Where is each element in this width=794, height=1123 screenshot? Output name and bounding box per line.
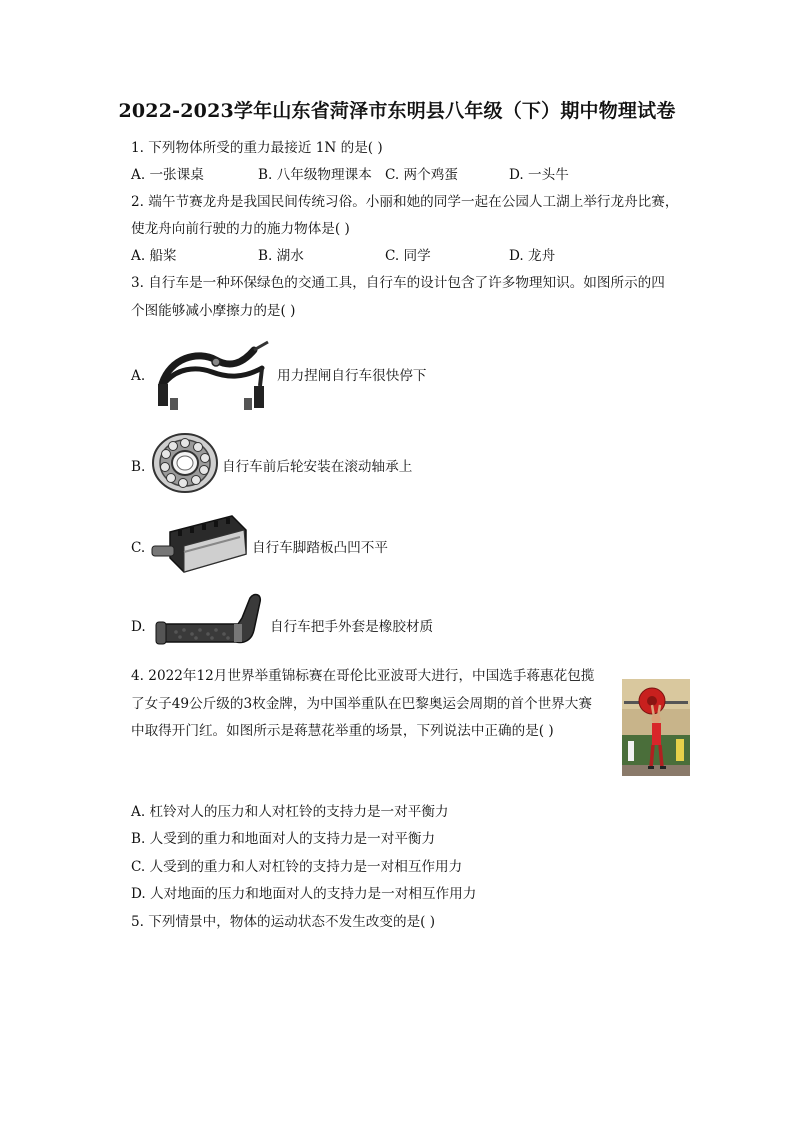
question-1-option-a: A. 一张课桌	[131, 167, 204, 183]
question-2-option-d: D. 龙舟	[509, 248, 556, 264]
question-5-stem: 5. 下列情景中，物体的运动状态不发生改变的是( )	[131, 914, 436, 930]
question-2-option-b: B. 湖水	[258, 248, 304, 264]
ball-bearing-image	[150, 432, 220, 494]
question-3-option-a-caption: 用力捏闸自行车很快停下	[277, 368, 427, 384]
question-1-option-b: B. 八年级物理课本	[258, 167, 372, 183]
question-3-option-d-letter: D.	[131, 619, 146, 635]
question-1-option-d: D. 一头牛	[509, 167, 569, 183]
bike-brake-image	[150, 338, 276, 418]
question-4-stem-line-3: 中取得开门红。如图所示是蒋慧花举重的场景，下列说法中正确的是( )	[131, 723, 554, 739]
question-2-stem-line-2: 使龙舟向前行驶的力的施力物体是( )	[131, 221, 350, 237]
handlebar-grip-image	[150, 590, 270, 650]
question-1-stem: 1. 下列物体所受的重力最接近 1N 的是( )	[131, 140, 383, 156]
question-3-stem-line-1: 3. 自行车是一种环保绿色的交通工具，自行车的设计包含了许多物理知识。如图所示的四	[131, 275, 665, 291]
question-2-option-c: C. 同学	[385, 248, 431, 264]
question-2-option-a: A. 船桨	[131, 248, 177, 264]
question-4-option-d: D. 人对地面的压力和地面对人的支持力是一对相互作用力	[131, 886, 477, 902]
weightlifting-photo	[622, 679, 690, 776]
question-2-stem-line-1: 2. 端午节赛龙舟是我国民间传统习俗。小丽和她的同学一起在公园人工湖上举行龙舟比赛，	[131, 194, 679, 210]
question-4-stem-line-2: 了女子49公斤级的3枚金牌，为中国举重队在巴黎奥运会周期的首个世界大赛	[131, 696, 592, 712]
question-3-option-c-letter: C.	[131, 540, 146, 556]
question-3-stem-line-2: 个图能够减小摩擦力的是( )	[131, 303, 296, 319]
question-3-option-b-caption: 自行车前后轮安装在滚动轴承上	[222, 459, 413, 475]
question-4-option-b: B. 人受到的重力和地面对人的支持力是一对平衡力	[131, 831, 436, 847]
question-4-option-a: A. 杠铃对人的压力和人对杠铃的支持力是一对平衡力	[131, 804, 449, 820]
page-title: 2022-2023学年山东省菏泽市东明县八年级（下）期中物理试卷	[118, 100, 676, 122]
question-3-option-a-letter: A.	[131, 368, 146, 384]
question-3-option-d-caption: 自行车把手外套是橡胶材质	[270, 619, 434, 635]
question-4-stem-line-1: 4. 2022年12月世界举重锦标赛在哥伦比亚波哥大进行，中国选手蒋惠花包揽	[131, 668, 595, 684]
question-3-option-c-caption: 自行车脚踏板凸凹不平	[252, 540, 388, 556]
question-4-option-c: C. 人受到的重力和人对杠铃的支持力是一对相互作用力	[131, 859, 463, 875]
question-1-option-c: C. 两个鸡蛋	[385, 167, 458, 183]
bike-pedal-image	[150, 510, 250, 580]
question-3-option-b-letter: B.	[131, 459, 146, 475]
